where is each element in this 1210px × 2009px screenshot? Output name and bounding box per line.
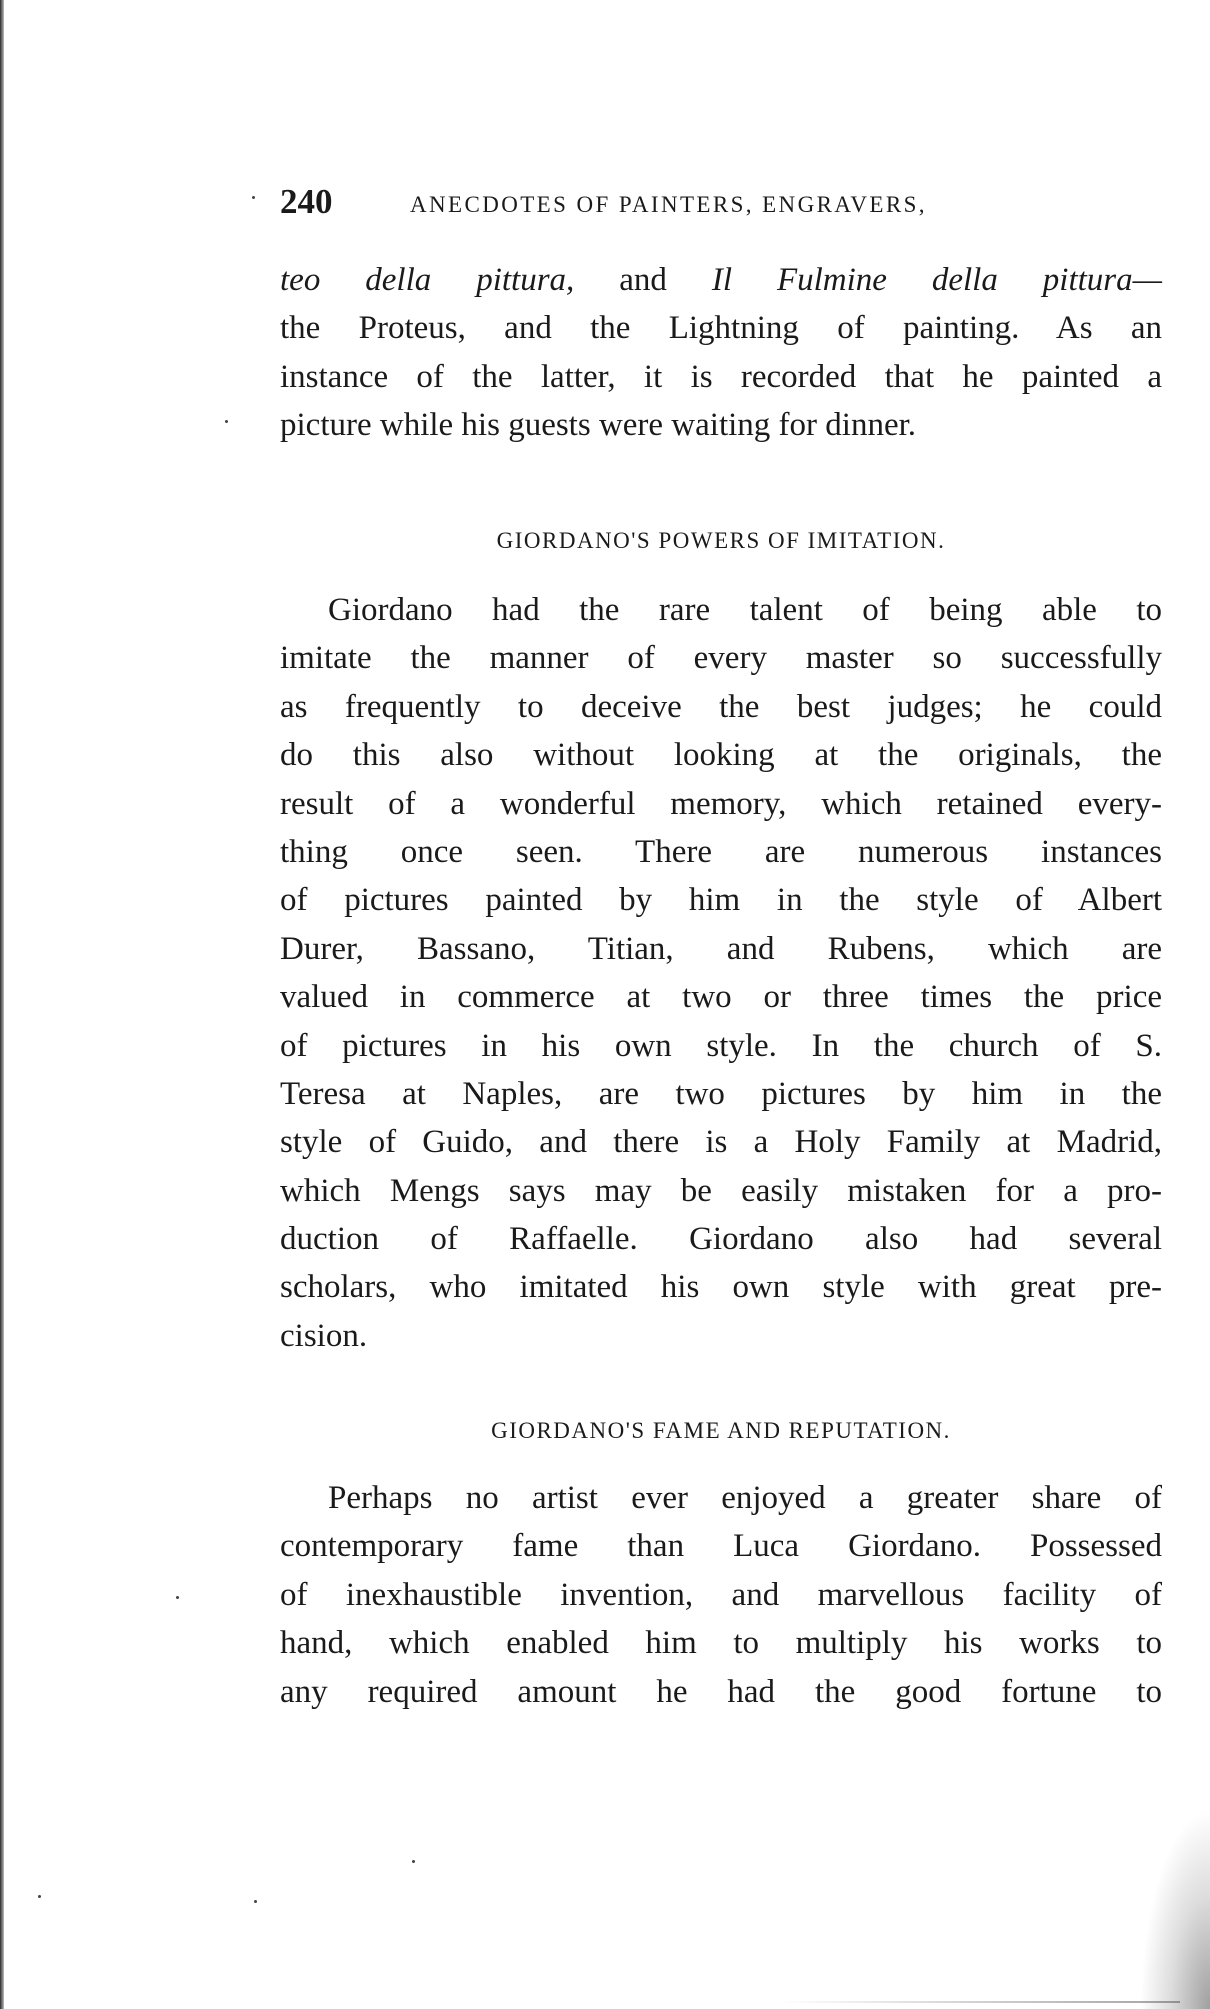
paragraph-line: hand, which enabled him to multiply his works to: [280, 1625, 1162, 1662]
running-title: ANECDOTES OF PAINTERS, ENGRAVERS,: [410, 192, 927, 217]
paragraph-line: Durer, Bassano, Titian, and Rubens, which are: [280, 930, 1162, 967]
page-corner-wear: [1140, 1809, 1210, 2009]
paragraph-line: imitate the manner of every master so successfully: [280, 640, 1162, 677]
paragraph-line: instance of the latter, it is recorded that he painted a: [280, 358, 1162, 395]
paragraph-line: style of Guido, and there is a Holy Family at Madrid,: [280, 1124, 1162, 1161]
paragraph-line: [280, 256, 1162, 304]
section-heading-fame: GIORDANO'S FAME AND REPUTATION.: [491, 1418, 951, 1443]
paragraph-line: any required amount he had the good fortune to: [280, 1673, 1162, 1710]
paragraph-line: picture while his guests were waiting for dinner.: [280, 407, 917, 444]
paragraph-line: do this also without looking at the originals, the: [280, 737, 1162, 774]
paragraph-line: Giordano had the rare talent of being able to: [328, 592, 1162, 628]
paragraph-line: the Proteus, and the Lightning of painting. As an: [280, 310, 1162, 347]
page-bottom-shadow: [780, 2001, 1180, 2003]
ink-speck: [38, 1895, 41, 1898]
paragraph-line: scholars, who imitated his own style with great pre-: [280, 1269, 1162, 1306]
italic-phrase: teo della pittura,: [280, 262, 575, 298]
imitation-paragraph: [280, 586, 1162, 1360]
paragraph-line: contemporary fame than Luca Giordano. Possessed: [280, 1528, 1162, 1565]
running-header: [280, 182, 1160, 232]
ink-speck: [254, 1900, 257, 1903]
section-heading-imitation: GIORDANO'S POWERS OF IMITATION.: [496, 528, 946, 553]
paragraph-line: of pictures painted by him in the style of Albert: [280, 882, 1162, 919]
ink-speck: [225, 420, 228, 423]
ink-speck: [176, 1596, 179, 1599]
page-edge-shadow: [0, 0, 4, 2009]
paragraph-line: Perhaps no artist ever enjoyed a greater share of: [328, 1480, 1162, 1516]
paragraph-line: duction of Raffaelle. Giordano also had several: [280, 1221, 1162, 1258]
fame-paragraph: [280, 1474, 1162, 1716]
paragraph-line: result of a wonderful memory, which retained every-: [280, 785, 1162, 822]
line-text: and: [574, 262, 712, 298]
paragraph-line: as frequently to deceive the best judges; he could: [280, 688, 1162, 725]
paragraph-line: Teresa at Naples, are two pictures by him in the: [280, 1075, 1162, 1112]
paragraph-line: cision.: [280, 1317, 368, 1354]
ink-speck: [252, 196, 255, 199]
paragraph-line: valued in commerce at two or three times the price: [280, 979, 1162, 1016]
page-number: 240: [280, 182, 333, 221]
italic-phrase: Il Fulmine della pittura—: [711, 262, 1162, 298]
ink-speck: [412, 1860, 415, 1863]
paragraph-line: of inexhaustible invention, and marvellous facility of: [280, 1576, 1162, 1613]
paragraph-line: which Mengs says may be easily mistaken for a pro-: [280, 1172, 1162, 1209]
paragraph-line: of pictures in his own style. In the church of S.: [280, 1027, 1162, 1064]
paragraph-line: thing once seen. There are numerous instances: [280, 833, 1162, 870]
continuation-paragraph: [280, 256, 1162, 450]
